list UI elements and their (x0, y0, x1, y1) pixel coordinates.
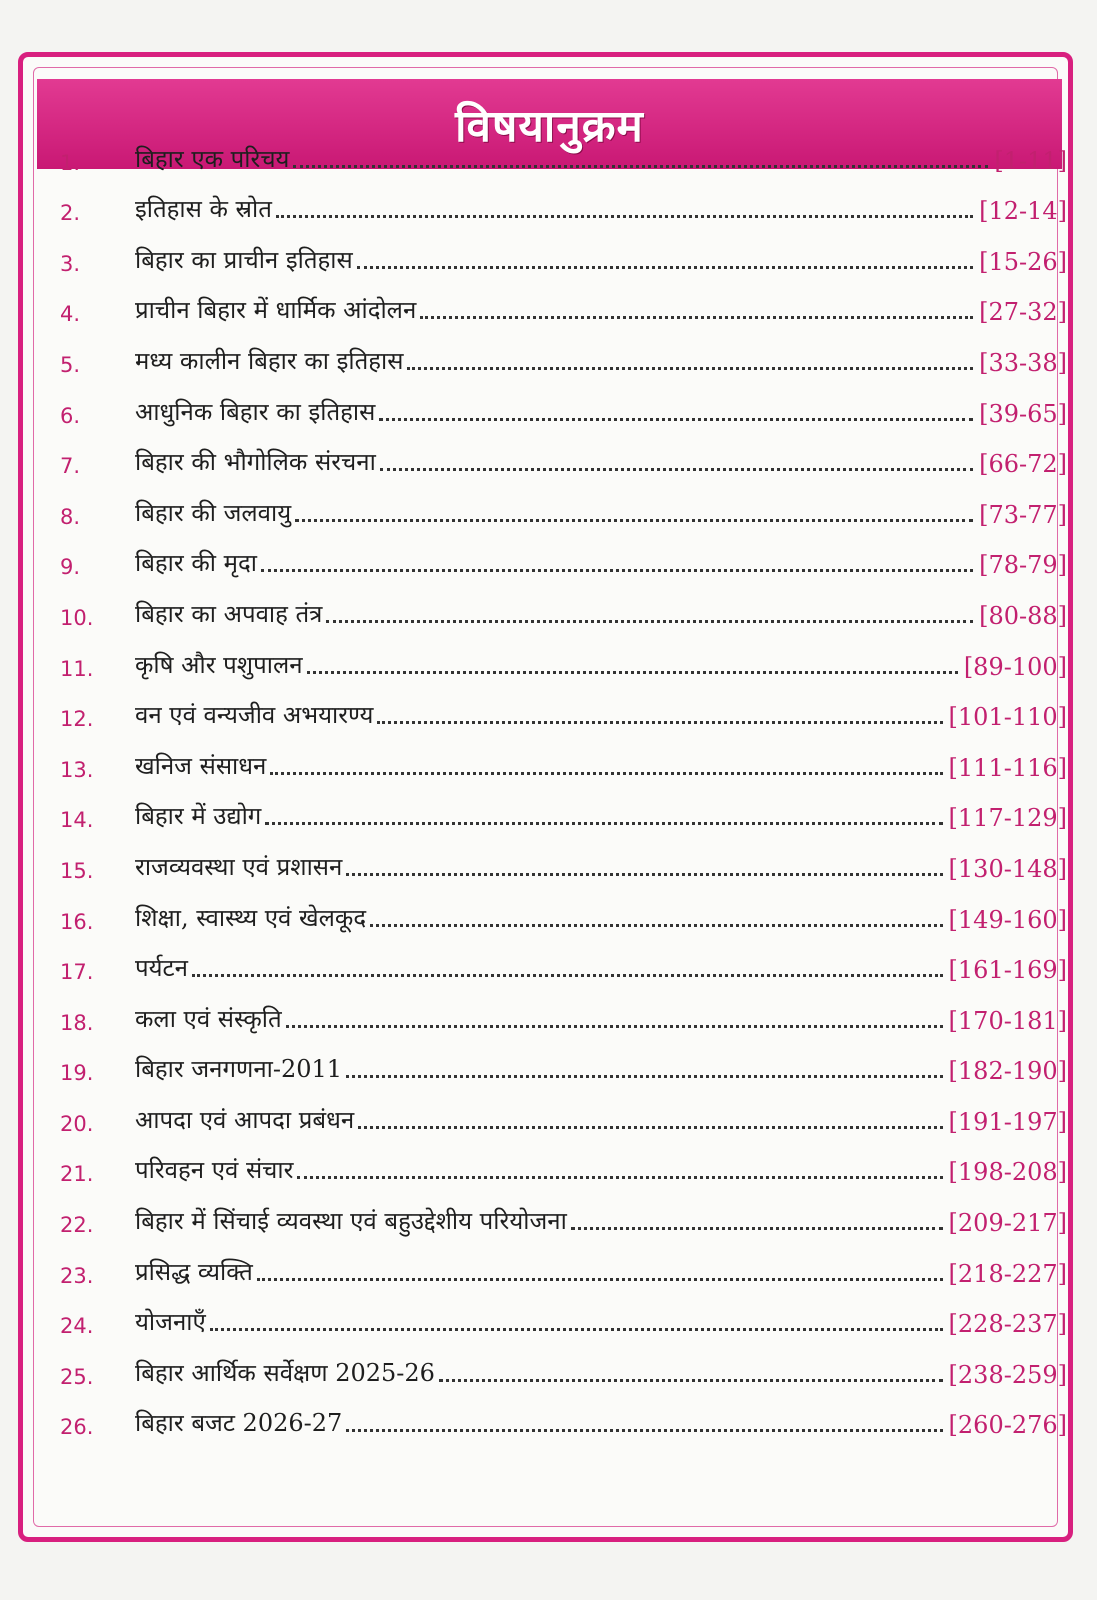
toc-entry[interactable] (60, 1294, 1067, 1345)
chapter-title: बिहार आर्थिक सर्वेक्षण 2025-26 (135, 1358, 435, 1387)
dot-leader (192, 974, 943, 977)
dot-leader (380, 468, 973, 471)
chapter-title: शिक्षा, स्वास्थ्य एवं खेलकूद (135, 903, 367, 932)
chapter-number: 3. (60, 251, 81, 276)
toc-entry[interactable] (60, 687, 1067, 738)
dot-leader (297, 1176, 942, 1179)
page-range: [191-197] (948, 1107, 1067, 1136)
toc-entry[interactable] (60, 585, 1067, 636)
chapter-number: 4. (60, 302, 81, 327)
dot-leader (358, 1126, 942, 1129)
toc-entry[interactable] (60, 434, 1067, 485)
toc-entry[interactable] (60, 181, 1067, 232)
dot-leader (293, 165, 988, 168)
toc-entry[interactable] (60, 1395, 1067, 1446)
chapter-title: बिहार की मृदा (135, 549, 257, 578)
dot-leader (286, 1025, 943, 1028)
chapter-number: 5. (60, 352, 81, 377)
chapter-number: 18. (60, 1010, 94, 1035)
page-range: [1-11] (994, 146, 1067, 175)
toc-entry[interactable] (60, 231, 1067, 282)
dot-leader (420, 316, 973, 319)
chapter-number: 25. (60, 1364, 94, 1389)
dot-leader (370, 924, 942, 927)
page-range: [149-160] (948, 905, 1067, 934)
table-of-contents (60, 130, 1067, 1445)
toc-entry[interactable] (60, 1041, 1067, 1092)
chapter-number: 1. (60, 150, 81, 175)
chapter-number: 21. (60, 1162, 94, 1187)
chapter-number: 12. (60, 707, 94, 732)
chapter-number: 14. (60, 808, 94, 833)
page-range: [15-26] (979, 247, 1067, 276)
chapter-title: पर्यटन (135, 954, 188, 983)
page-range: [78-79] (979, 551, 1067, 580)
dot-leader (571, 1227, 943, 1230)
dot-leader (265, 822, 942, 825)
dot-leader (270, 772, 942, 775)
page-range: [209-217] (948, 1209, 1067, 1238)
toc-entry[interactable] (60, 1192, 1067, 1243)
toc-entry[interactable] (60, 484, 1067, 535)
chapter-title: परिवहन एवं संचार (135, 1156, 294, 1185)
toc-entry[interactable] (60, 383, 1067, 434)
page-range: [218-227] (948, 1259, 1067, 1288)
dot-leader (346, 873, 942, 876)
page-range: [73-77] (979, 500, 1067, 529)
toc-entry[interactable] (60, 282, 1067, 333)
chapter-number: 26. (60, 1415, 94, 1440)
page-range: [80-88] (979, 601, 1067, 630)
chapter-title: बिहार का प्राचीन इतिहास (135, 245, 353, 274)
page-range: [12-14] (979, 197, 1067, 226)
chapter-title: योजनाएँ (135, 1308, 206, 1337)
dot-leader (276, 215, 973, 218)
page-range: [117-129] (948, 804, 1067, 833)
toc-entry[interactable] (60, 636, 1067, 687)
chapter-number: 17. (60, 960, 94, 985)
chapter-title: खनिज संसाधन (135, 751, 267, 780)
dot-leader (346, 1429, 942, 1432)
chapter-number: 15. (60, 858, 94, 883)
page-range: [111-116] (948, 753, 1067, 782)
toc-entry[interactable] (60, 788, 1067, 839)
dot-leader (295, 519, 973, 522)
chapter-number: 22. (60, 1213, 94, 1238)
chapter-title: बिहार का अपवाह तंत्र (135, 599, 323, 628)
page-range: [170-181] (948, 1006, 1067, 1035)
page-range: [66-72] (979, 450, 1067, 479)
toc-entry[interactable] (60, 1091, 1067, 1142)
chapter-number: 19. (60, 1061, 94, 1086)
page-range: [27-32] (979, 298, 1067, 327)
chapter-title: आधुनिक बिहार का इतिहास (135, 397, 376, 426)
toc-entry[interactable] (60, 940, 1067, 991)
chapter-title: आपदा एवं आपदा प्रबंधन (135, 1105, 355, 1134)
chapter-title: बिहार की भौगोलिक संरचना (135, 448, 376, 477)
dot-leader (307, 671, 958, 674)
chapter-number: 16. (60, 909, 94, 934)
dot-leader (210, 1328, 943, 1331)
page-range: [33-38] (979, 348, 1067, 377)
page-range: [89-100] (963, 652, 1067, 681)
page-title: विषयानुक्रम (455, 101, 644, 152)
page-range: [101-110] (948, 703, 1067, 732)
dot-leader (407, 367, 973, 370)
page-range: [238-259] (948, 1360, 1067, 1389)
toc-entry[interactable] (60, 1243, 1067, 1294)
chapter-title: प्रसिद्ध व्यक्ति (135, 1257, 253, 1286)
chapter-number: 23. (60, 1263, 94, 1288)
chapter-number: 9. (60, 555, 81, 580)
toc-entry[interactable] (60, 990, 1067, 1041)
chapter-title: बिहार की जलवायु (135, 498, 292, 527)
toc-entry[interactable] (60, 838, 1067, 889)
chapter-title: बिहार में सिंचाई व्यवस्था एवं बहुउद्देशीय परियोजना (135, 1207, 567, 1236)
chapter-title: बिहार एक परिचय (135, 144, 290, 173)
chapter-number: 11. (60, 656, 94, 681)
page-range: [228-237] (948, 1310, 1067, 1339)
chapter-number: 13. (60, 757, 94, 782)
toc-entry[interactable] (60, 130, 1067, 181)
dot-leader (377, 721, 942, 724)
page-range: [198-208] (948, 1158, 1067, 1187)
page-range: [182-190] (948, 1057, 1067, 1086)
chapter-number: 2. (60, 201, 81, 226)
dot-leader (346, 1075, 943, 1078)
chapter-title: इतिहास के स्रोत (135, 195, 272, 224)
chapter-title: मध्य कालीन बिहार का इतिहास (135, 346, 404, 375)
chapter-title: बिहार में उद्योग (135, 802, 262, 831)
toc-entry[interactable] (60, 535, 1067, 586)
toc-entry[interactable] (60, 889, 1067, 940)
toc-entry[interactable] (60, 737, 1067, 788)
dot-leader (439, 1379, 943, 1382)
toc-entry[interactable] (60, 332, 1067, 383)
dot-leader (379, 418, 973, 421)
page-range: [39-65] (979, 399, 1067, 428)
chapter-number: 20. (60, 1111, 94, 1136)
dot-leader (261, 569, 973, 572)
chapter-title: कृषि और पशुपालन (135, 650, 303, 679)
page-range: [260-276] (948, 1411, 1067, 1440)
chapter-title: राजव्यवस्था एवं प्रशासन (135, 852, 343, 881)
chapter-number: 6. (60, 403, 81, 428)
chapter-number: 10. (60, 605, 94, 630)
dot-leader (257, 1278, 943, 1281)
chapter-number: 24. (60, 1314, 94, 1339)
chapter-title: बिहार जनगणना-2011 (135, 1055, 343, 1084)
chapter-number: 7. (60, 454, 81, 479)
dot-leader (357, 266, 973, 269)
page-range: [130-148] (948, 854, 1067, 883)
chapter-title: कला एवं संस्कृति (135, 1004, 282, 1033)
toc-entry[interactable] (60, 1142, 1067, 1193)
dot-leader (326, 620, 973, 623)
chapter-title: प्राचीन बिहार में धार्मिक आंदोलन (135, 296, 417, 325)
chapter-title: वन एवं वन्यजीव अभयारण्य (135, 701, 374, 730)
toc-entry[interactable] (60, 1344, 1067, 1395)
page-range: [161-169] (948, 956, 1067, 985)
chapter-title: बिहार बजट 2026-27 (135, 1409, 343, 1438)
chapter-number: 8. (60, 504, 81, 529)
